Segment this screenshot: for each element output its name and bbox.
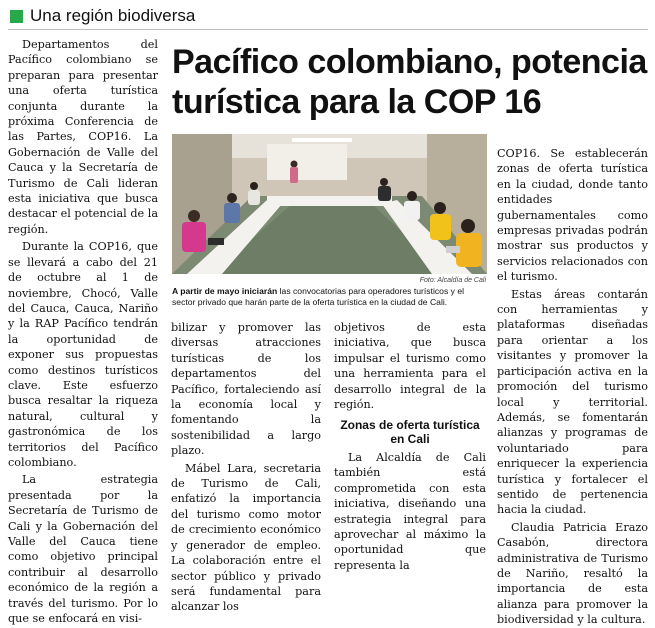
- paragraph: Durante la COP16, que se llevará a cabo del 21 de octubre al 1 de noviembre, Chocó, Valle del Cauca, Cauca, Nariño y la RAP Pacífico tendrán la oportunidad de exponer sus propuestas como destinos turísticos clave. Este esfuerzo busca resaltar la riqueza natural, cultural y gastronómica de los territorios del Pacífico colombiano.: [8, 240, 158, 469]
- photo-credit: Foto: Alcaldía de Cali: [419, 277, 486, 284]
- section-header: [8, 6, 648, 28]
- body-column-4: [497, 146, 648, 628]
- paragraph: objetivos de esta iniciativa, que busca impulsar el turismo como una herramienta para el desarrollo integral de la región.: [334, 321, 486, 412]
- paragraph: Departamentos del Pacífico colombiano se preparan para presentar una oferta turística conjunta durante la próxima Conferencia de las Partes, COP16. La Gobernación de Valle del Cauca y la Secretaría de Turismo de Cali lideran esta iniciativa que busca destacar el potencial de la región.: [8, 38, 158, 236]
- section-marker-icon: [10, 10, 23, 23]
- paragraph: La estrategia presentada por la Secretaría de Turismo de Cali y la Gobernación del Valle del Cauca tiene como objetivo principal contribuir al desarrollo económico de la región a través del turismo. Por lo que se enfocará en visi-: [8, 473, 158, 626]
- meeting-photo-illustration: [172, 134, 487, 274]
- paragraph: La Alcaldía de Cali también está comprometida con esta iniciativa, diseñando una estrategia integral para aprovechar al máximo la oportunidad que representa la: [334, 451, 486, 572]
- paragraph: Mábel Lara, secretaria de Turismo de Cali, enfatizó la importancia del turismo como motor de crecimiento económico y generador de empleo. La colaboración entre el sector público y privado será fundamental para alcanzar los: [171, 461, 321, 614]
- paragraph: Claudia Patricia Erazo Casabón, directora administrativa de Turismo de Nariño, resaltó la importancia de esta alianza para promover la biodiversidad y la cultura.: [497, 520, 648, 627]
- paragraph: COP16. Se establecerán zonas de oferta turística en la ciudad, donde tanto entidades gubernamentales como empresas privadas podrán mostrar sus productos y servicios relacionados con el turismo.: [497, 147, 648, 284]
- subheading: Zonas de oferta turística en Cali: [340, 418, 480, 446]
- photo-caption: [172, 286, 487, 307]
- headline: Pacífico colombiano, potencia turística para la COP 16: [172, 43, 647, 121]
- section-divider: [8, 29, 648, 30]
- paragraph: bilizar y promover las diversas atracciones turísticas de los departamentos del Pacífico, fortaleciendo así la economía local y fomentando la sostenibilidad a largo plazo.: [171, 321, 321, 458]
- paragraph: Estas áreas contarán con herramientas y plataformas diseñadas para orientar a los visitantes y promover la participación activa en la promoción del turismo local y territorial. Además, se fomentarán alianzas y programas de voluntariado para enriquecer la experiencia turística y fortalecer el sentido de pertenencia hacia la ciudad.: [497, 287, 648, 517]
- caption-text: las convocatorias para operadores turísticos y el sector privado que harán parte de la oferta turística en la ciudad de Cali.: [172, 286, 465, 307]
- body-column-2: [171, 320, 321, 615]
- body-column-1: [8, 37, 158, 626]
- section-title: Una región biodiversa: [30, 6, 196, 25]
- meeting-room-photo: [172, 134, 487, 274]
- caption-lead: A partir de mayo iniciarán: [172, 286, 278, 296]
- body-column-3: [334, 320, 486, 412]
